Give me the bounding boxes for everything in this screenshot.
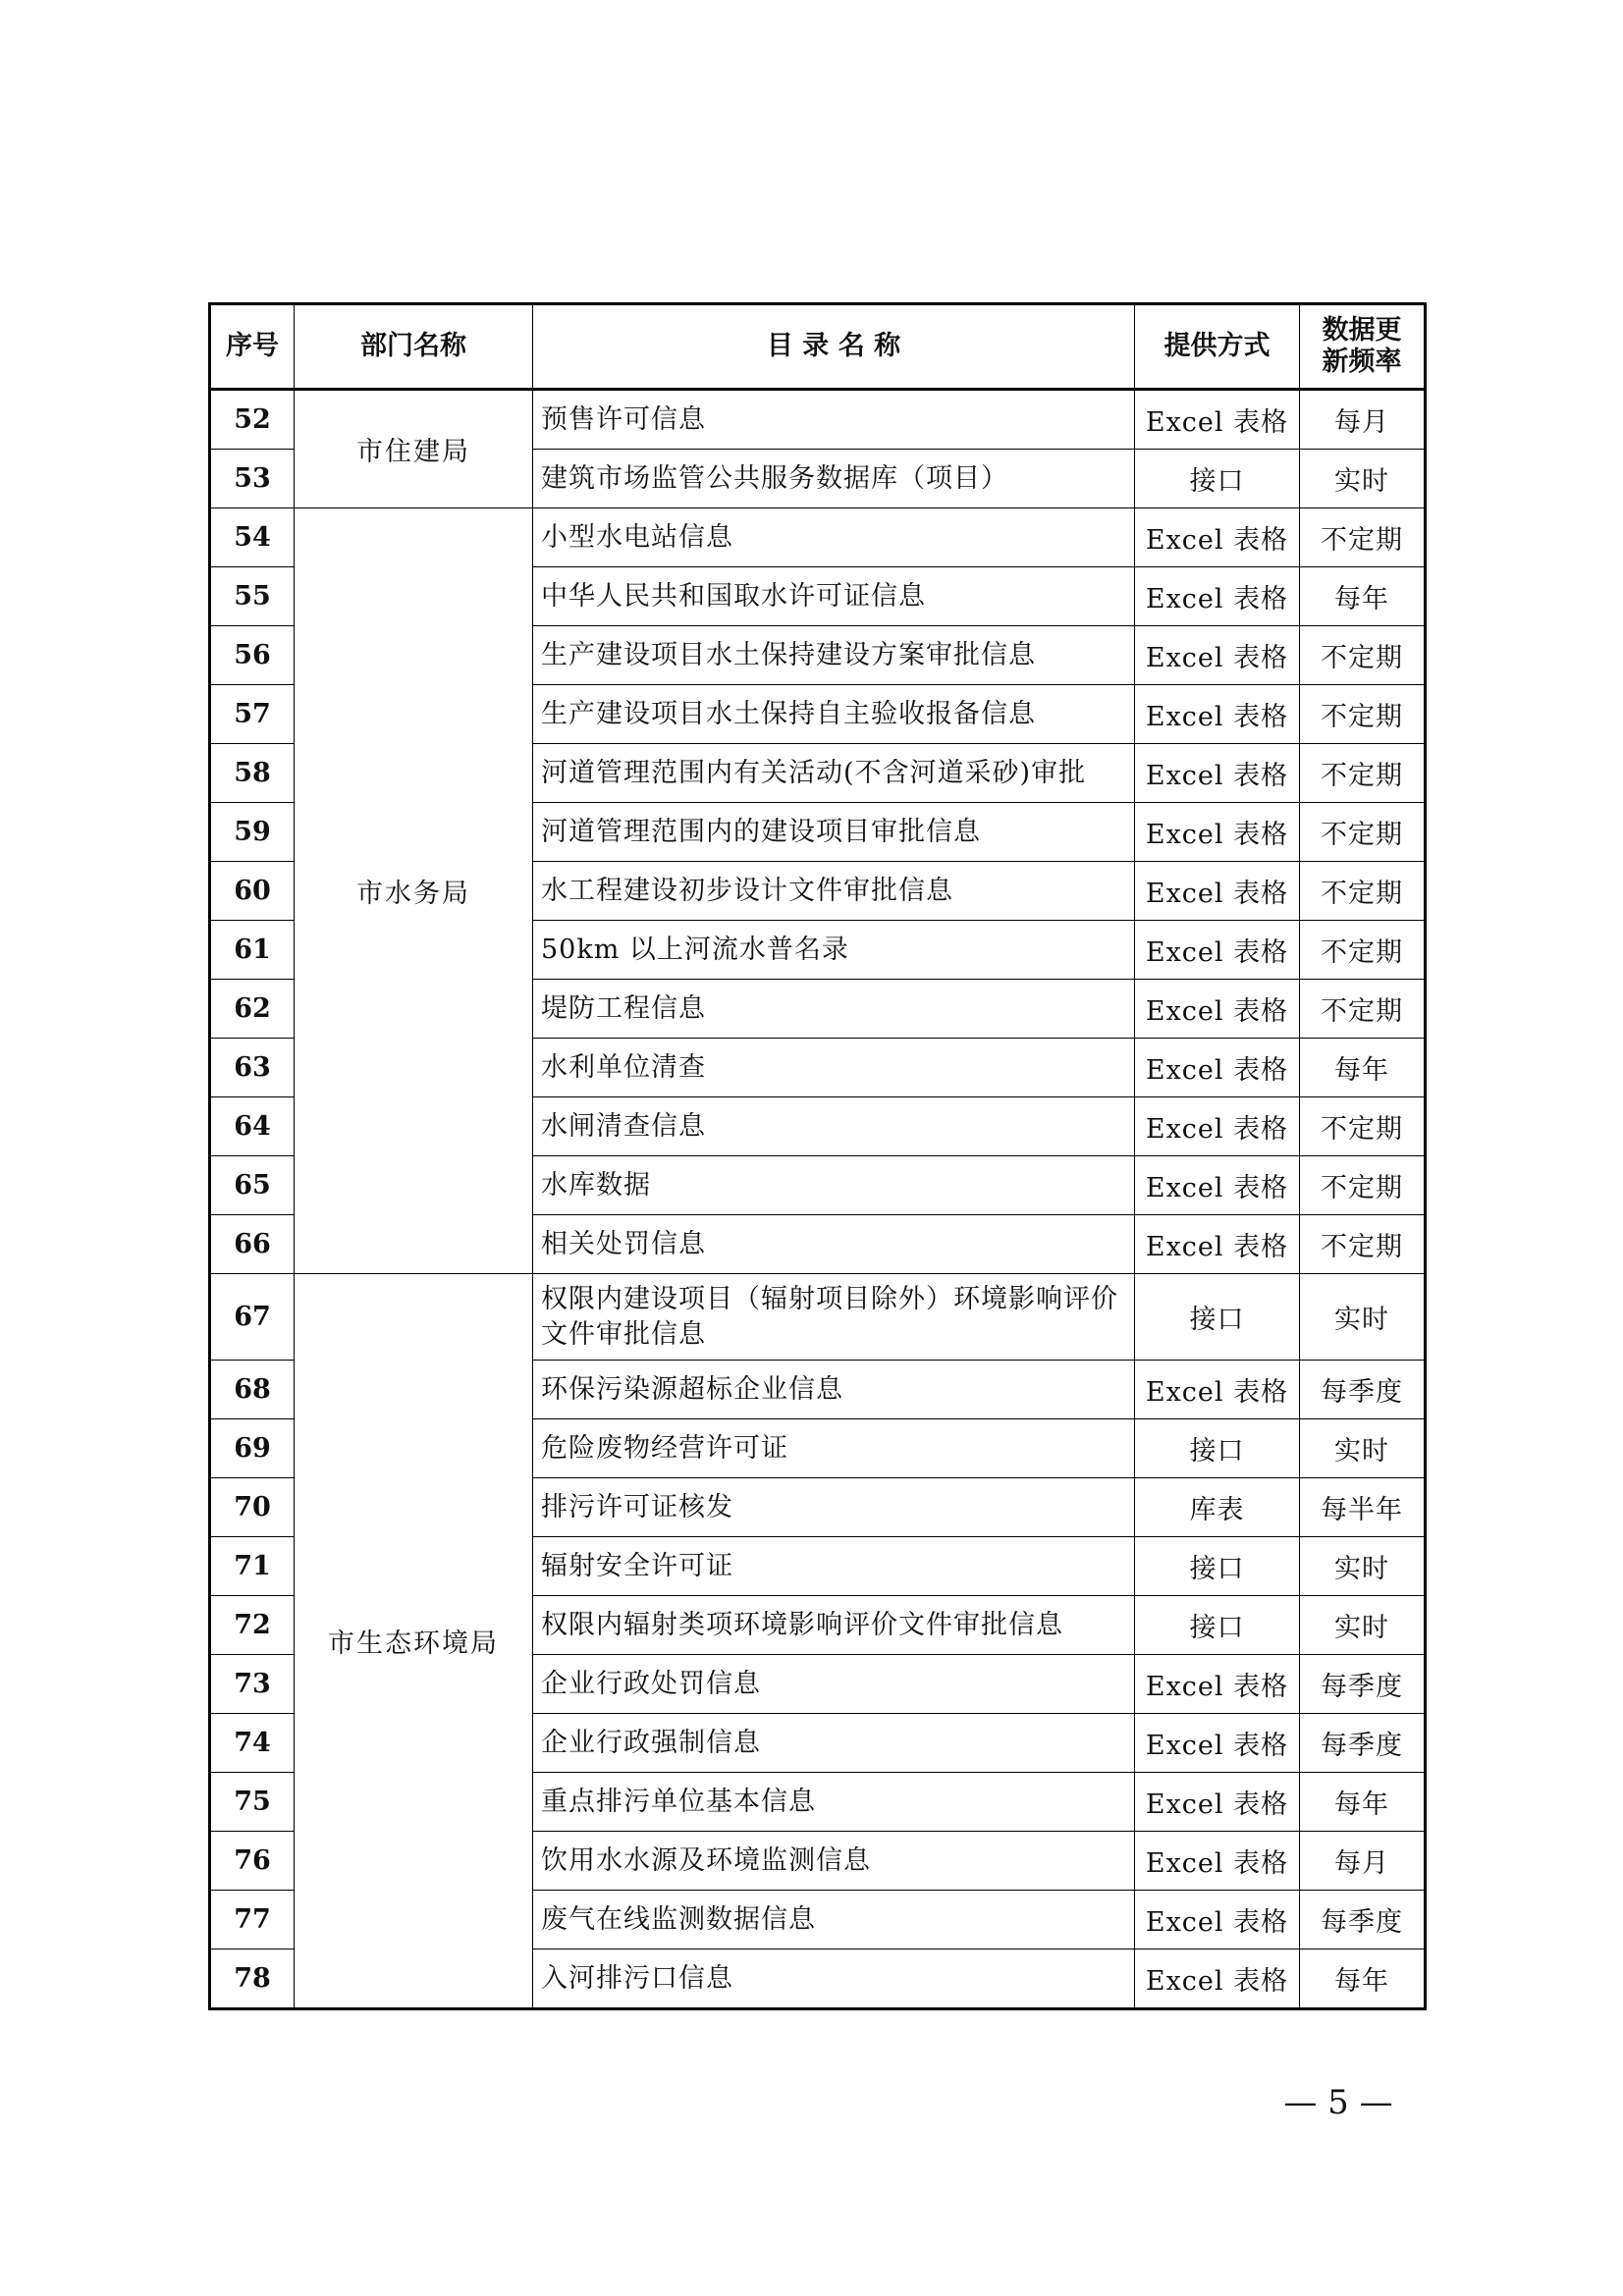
method-cell: Excel 表格 <box>1135 508 1300 567</box>
seq-cell: 59 <box>210 803 295 862</box>
method-cell: Excel 表格 <box>1135 1215 1300 1274</box>
seq-cell: 62 <box>210 980 295 1039</box>
seq-cell: 69 <box>210 1419 295 1478</box>
freq-cell: 每年 <box>1300 1773 1426 1832</box>
seq-cell: 72 <box>210 1596 295 1655</box>
freq-cell: 不定期 <box>1300 508 1426 567</box>
method-cell: 接口 <box>1135 1419 1300 1478</box>
seq-cell: 58 <box>210 744 295 803</box>
header-dept: 部门名称 <box>295 304 533 390</box>
seq-cell: 60 <box>210 862 295 921</box>
freq-cell: 实时 <box>1300 1596 1426 1655</box>
seq-cell: 61 <box>210 921 295 980</box>
freq-cell: 不定期 <box>1300 626 1426 685</box>
header-seq: 序号 <box>210 304 295 390</box>
method-cell: 接口 <box>1135 450 1300 508</box>
catalog-name-cell: 水库数据 <box>533 1156 1135 1215</box>
seq-cell: 77 <box>210 1891 295 1949</box>
freq-cell: 实时 <box>1300 450 1426 508</box>
freq-cell: 每年 <box>1300 1039 1426 1097</box>
freq-cell: 每半年 <box>1300 1478 1426 1537</box>
method-cell: Excel 表格 <box>1135 1039 1300 1097</box>
dept-cell: 市生态环境局 <box>295 1274 533 2009</box>
method-cell: Excel 表格 <box>1135 980 1300 1039</box>
table-row <box>210 390 1426 450</box>
catalog-name-cell: 生产建设项目水土保持建设方案审批信息 <box>533 626 1135 685</box>
method-cell: Excel 表格 <box>1135 1714 1300 1773</box>
seq-cell: 71 <box>210 1537 295 1596</box>
catalog-name-cell: 预售许可信息 <box>533 390 1135 450</box>
seq-cell: 63 <box>210 1039 295 1097</box>
seq-cell: 70 <box>210 1478 295 1537</box>
header-row <box>210 304 1426 390</box>
method-cell: Excel 表格 <box>1135 1832 1300 1891</box>
table-body <box>210 390 1426 2009</box>
seq-cell: 55 <box>210 567 295 626</box>
table-row <box>210 508 1426 567</box>
freq-cell: 每季度 <box>1300 1891 1426 1949</box>
freq-cell: 每月 <box>1300 1832 1426 1891</box>
seq-cell: 67 <box>210 1274 295 1361</box>
method-cell: Excel 表格 <box>1135 1655 1300 1714</box>
freq-cell: 每季度 <box>1300 1714 1426 1773</box>
table-row <box>210 1274 1426 1361</box>
method-cell: Excel 表格 <box>1135 921 1300 980</box>
header-method: 提供方式 <box>1135 304 1300 390</box>
seq-cell: 75 <box>210 1773 295 1832</box>
seq-cell: 52 <box>210 390 295 450</box>
dept-cell: 市住建局 <box>295 390 533 508</box>
catalog-name-cell: 企业行政强制信息 <box>533 1714 1135 1773</box>
method-cell: 接口 <box>1135 1596 1300 1655</box>
freq-cell: 每年 <box>1300 1949 1426 2009</box>
header-freq <box>1300 304 1426 390</box>
catalog-name-cell: 小型水电站信息 <box>533 508 1135 567</box>
catalog-name-cell: 建筑市场监管公共服务数据库（项目） <box>533 450 1135 508</box>
page-number: — 5 — <box>1283 2083 1393 2122</box>
catalog-name-cell: 堤防工程信息 <box>533 980 1135 1039</box>
header-name: 目 录 名 称 <box>533 304 1135 390</box>
method-cell: Excel 表格 <box>1135 803 1300 862</box>
header-freq-line1: 数据更 <box>1322 315 1402 346</box>
catalog-name-cell: 中华人民共和国取水许可证信息 <box>533 567 1135 626</box>
catalog-name-cell: 水工程建设初步设计文件审批信息 <box>533 862 1135 921</box>
catalog-name-cell: 饮用水水源及环境监测信息 <box>533 1832 1135 1891</box>
freq-cell: 实时 <box>1300 1537 1426 1596</box>
method-cell: Excel 表格 <box>1135 862 1300 921</box>
method-cell: Excel 表格 <box>1135 1361 1300 1419</box>
seq-cell: 66 <box>210 1215 295 1274</box>
method-cell: Excel 表格 <box>1135 685 1300 744</box>
freq-cell: 不定期 <box>1300 1156 1426 1215</box>
catalog-name-cell: 危险废物经营许可证 <box>533 1419 1135 1478</box>
freq-cell: 不定期 <box>1300 980 1426 1039</box>
freq-cell: 每月 <box>1300 390 1426 450</box>
method-cell: Excel 表格 <box>1135 626 1300 685</box>
freq-cell: 不定期 <box>1300 744 1426 803</box>
seq-cell: 76 <box>210 1832 295 1891</box>
method-cell: Excel 表格 <box>1135 1773 1300 1832</box>
catalog-name-cell: 河道管理范围内的建设项目审批信息 <box>533 803 1135 862</box>
freq-cell: 不定期 <box>1300 685 1426 744</box>
seq-cell: 53 <box>210 450 295 508</box>
method-cell: 库表 <box>1135 1478 1300 1537</box>
freq-cell: 不定期 <box>1300 921 1426 980</box>
seq-cell: 57 <box>210 685 295 744</box>
freq-cell: 不定期 <box>1300 1097 1426 1156</box>
catalog-name-cell: 水闸清查信息 <box>533 1097 1135 1156</box>
catalog-name-cell: 生产建设项目水土保持自主验收报备信息 <box>533 685 1135 744</box>
freq-cell: 实时 <box>1300 1419 1426 1478</box>
catalog-name-cell: 权限内建设项目（辐射项目除外）环境影响评价文件审批信息 <box>533 1274 1135 1361</box>
catalog-name-cell: 排污许可证核发 <box>533 1478 1135 1537</box>
catalog-name-cell: 水利单位清查 <box>533 1039 1135 1097</box>
freq-cell: 不定期 <box>1300 1215 1426 1274</box>
catalog-name-cell: 50km 以上河流水普名录 <box>533 921 1135 980</box>
seq-cell: 54 <box>210 508 295 567</box>
catalog-name-cell: 企业行政处罚信息 <box>533 1655 1135 1714</box>
method-cell: Excel 表格 <box>1135 390 1300 450</box>
freq-cell: 每季度 <box>1300 1361 1426 1419</box>
method-cell: 接口 <box>1135 1537 1300 1596</box>
freq-cell: 每季度 <box>1300 1655 1426 1714</box>
dept-cell: 市水务局 <box>295 508 533 1274</box>
catalog-name-cell: 相关处罚信息 <box>533 1215 1135 1274</box>
seq-cell: 56 <box>210 626 295 685</box>
method-cell: Excel 表格 <box>1135 1891 1300 1949</box>
table-header <box>210 304 1426 390</box>
catalog-name-cell: 权限内辐射类项环境影响评价文件审批信息 <box>533 1596 1135 1655</box>
freq-cell: 实时 <box>1300 1274 1426 1361</box>
method-cell: Excel 表格 <box>1135 1097 1300 1156</box>
catalog-name-cell: 入河排污口信息 <box>533 1949 1135 2009</box>
method-cell: Excel 表格 <box>1135 744 1300 803</box>
seq-cell: 78 <box>210 1949 295 2009</box>
header-freq-line2: 新频率 <box>1322 347 1402 377</box>
catalog-name-cell: 环保污染源超标企业信息 <box>533 1361 1135 1419</box>
seq-cell: 64 <box>210 1097 295 1156</box>
method-cell: Excel 表格 <box>1135 567 1300 626</box>
method-cell: Excel 表格 <box>1135 1156 1300 1215</box>
seq-cell: 73 <box>210 1655 295 1714</box>
catalog-name-cell: 重点排污单位基本信息 <box>533 1773 1135 1832</box>
seq-cell: 74 <box>210 1714 295 1773</box>
freq-cell: 每年 <box>1300 567 1426 626</box>
catalog-name-cell: 河道管理范围内有关活动(不含河道采砂)审批 <box>533 744 1135 803</box>
seq-cell: 65 <box>210 1156 295 1215</box>
freq-cell: 不定期 <box>1300 862 1426 921</box>
seq-cell: 68 <box>210 1361 295 1419</box>
freq-cell: 不定期 <box>1300 803 1426 862</box>
catalog-name-cell: 辐射安全许可证 <box>533 1537 1135 1596</box>
method-cell: Excel 表格 <box>1135 1949 1300 2009</box>
catalog-table <box>208 302 1427 2010</box>
method-cell: 接口 <box>1135 1274 1300 1361</box>
catalog-name-cell: 废气在线监测数据信息 <box>533 1891 1135 1949</box>
